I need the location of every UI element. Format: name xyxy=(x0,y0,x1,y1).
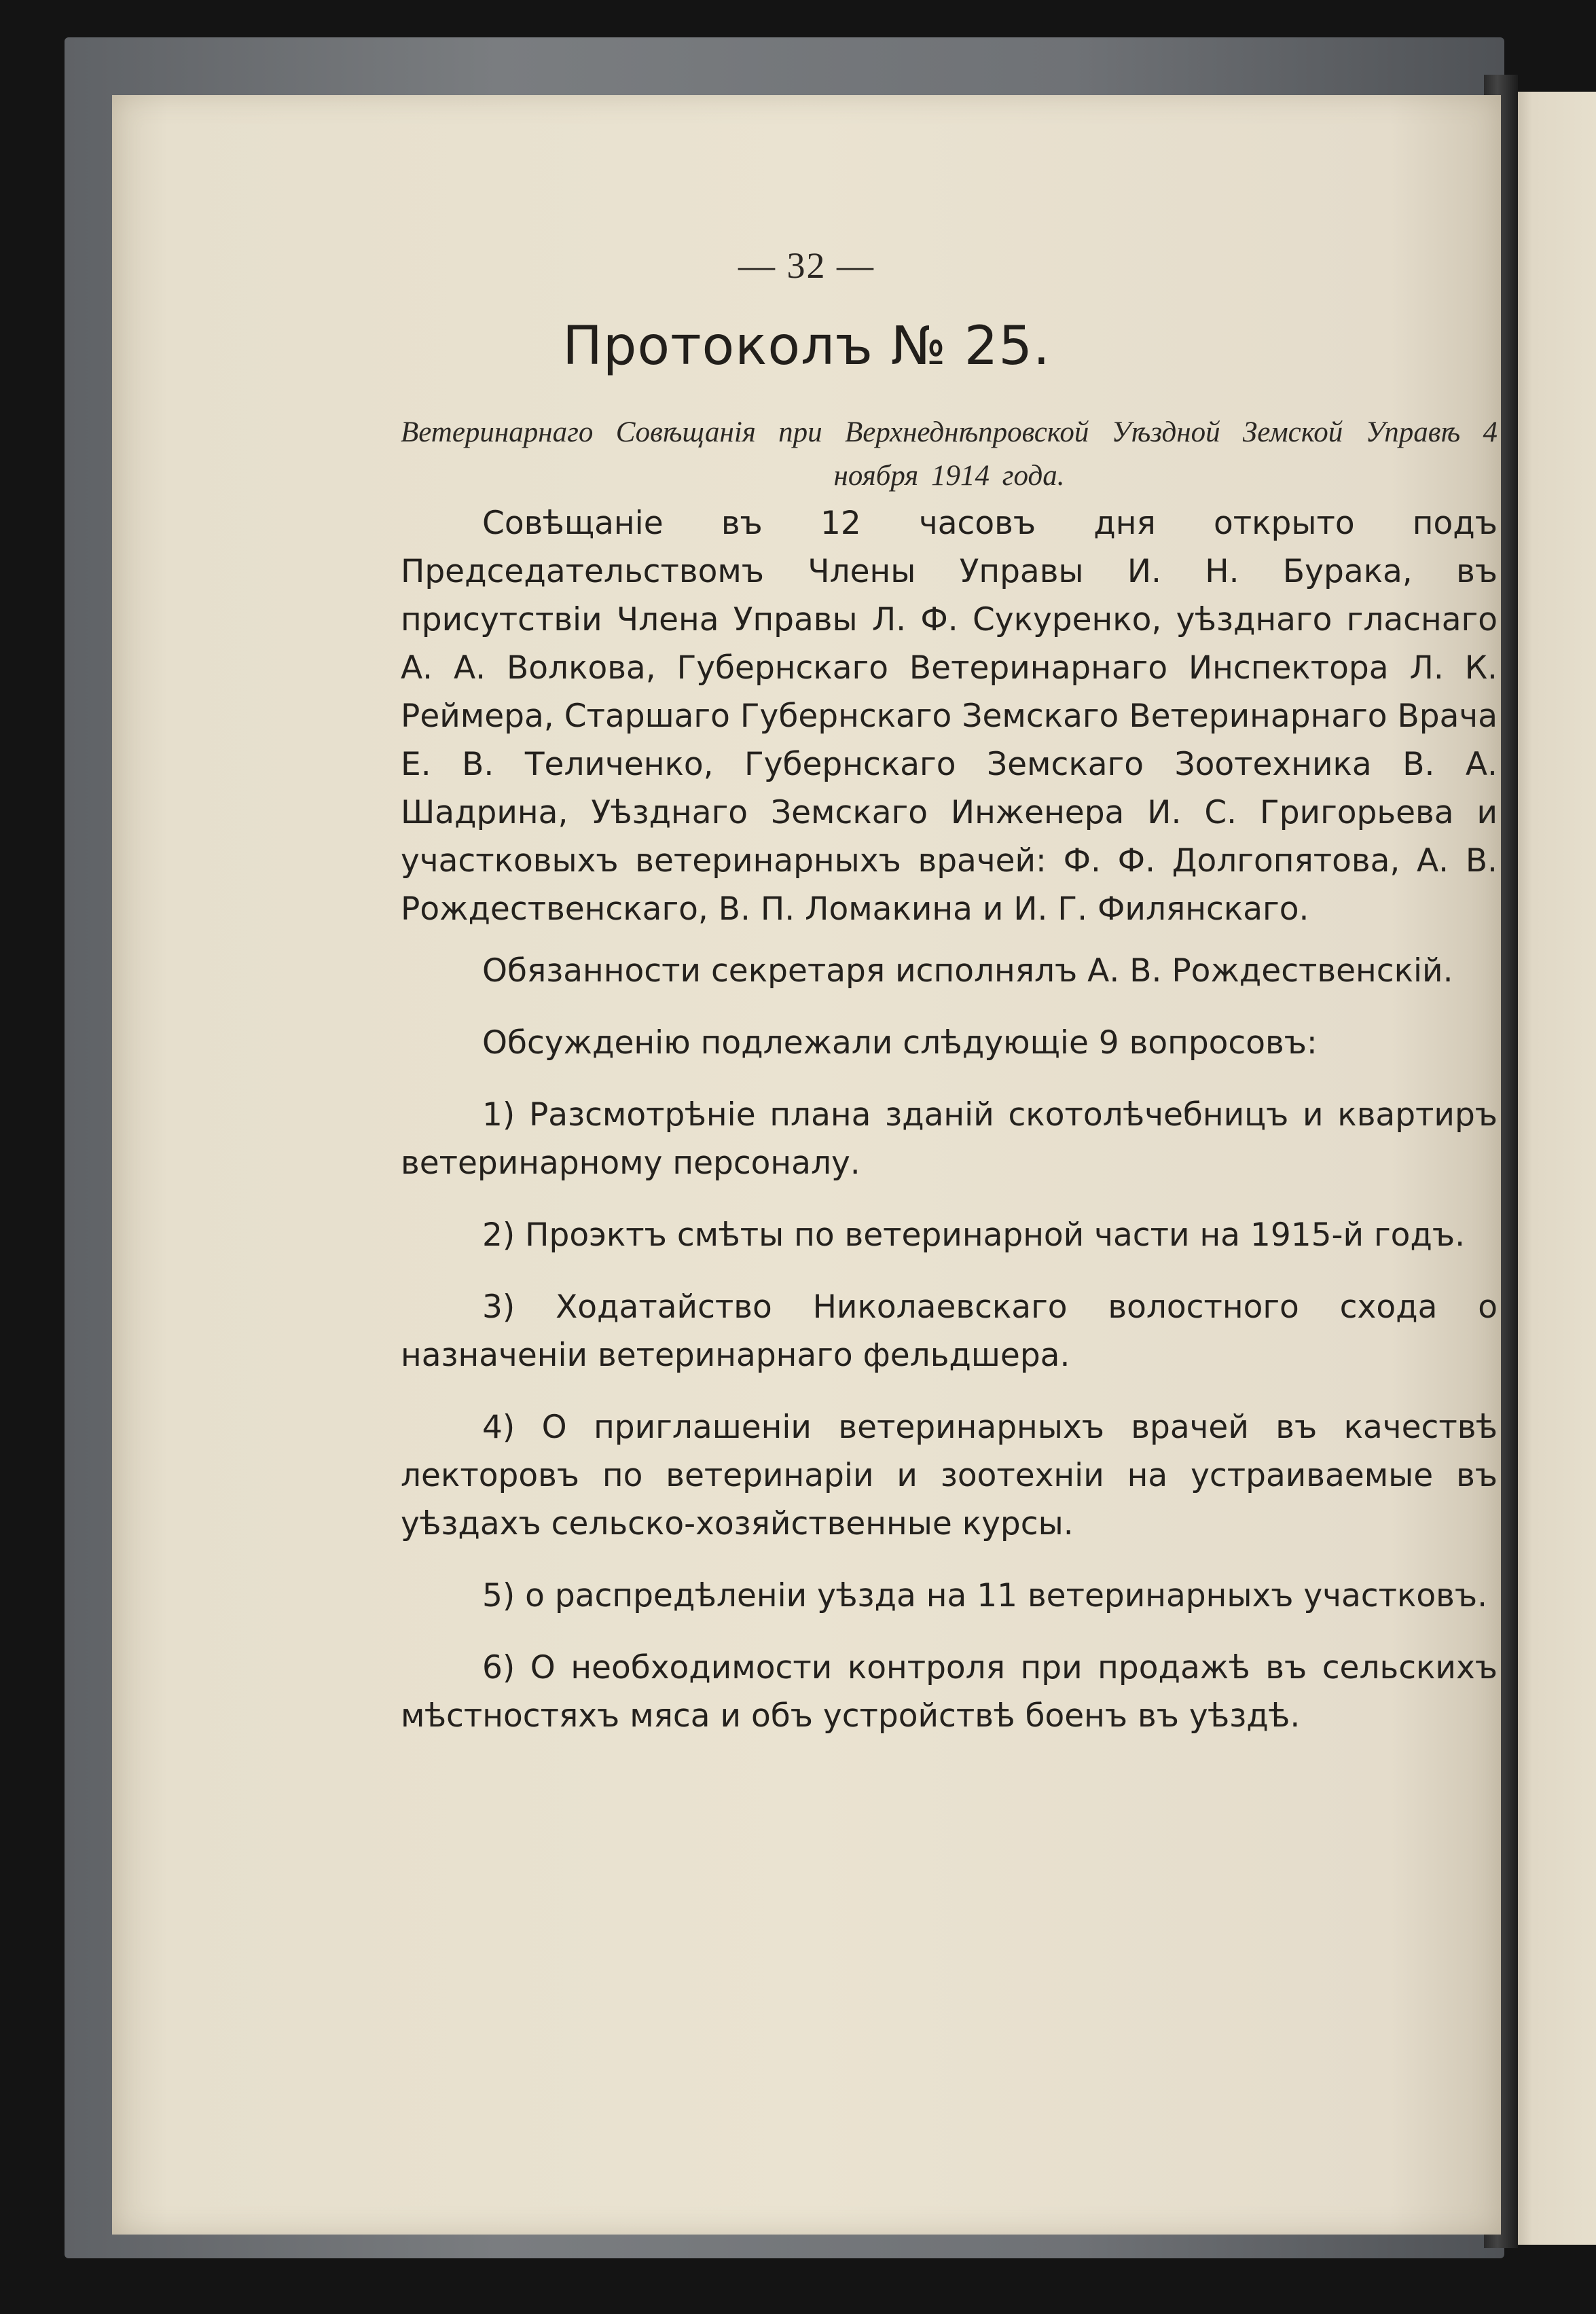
agenda-item-3: 3) Ходатайство Николаевскаго волостного схода о назначеніи ветеринарнаго фельдшера. xyxy=(401,1288,1498,1374)
paragraph-attendance: Совѣщаніе въ 12 часовъ дня открыто подъ Председательствомъ Члены Управы И. Н. Бурака, въ присутствіи Члена Управы Л. Ф. Сукуренко, уѣзднаго гласнаго А. А. Волкова, Губернскаго Ветеринарнаго Инспектора Л. К. Реймера, Старшаго Губернскаго Земскаго Ветеринарнаго Врача Е. В. Теличенко, Губернскаго Земскаго Зоотехника В. А. Шадрина, Уѣзднаго Земскаго Инженера И. С. Григорьева и участковыхъ ветеринарныхъ врачей: Ф. Ф. Долгопятова, А. В. Рождественскаго, В. П. Ломакина и И. Г. Филянскаго. xyxy=(401,505,1498,928)
agenda-item-4: 4) О приглашеніи ветеринарныхъ врачей въ качествѣ лекторовъ по ветеринаріи и зоотехніи на устраиваемые въ уѣздахъ сельско-хозяйственные курсы. xyxy=(401,1409,1498,1542)
agenda-item-1: 1) Разсмотрѣніе плана зданій скотолѣчебницъ и квартиръ ветеринарному персоналу. xyxy=(401,1096,1498,1182)
paragraph-agenda-intro: Обсужденію подлежали слѣдующіе 9 вопросовъ: xyxy=(482,1024,1318,1062)
agenda-item-2: 2) Проэктъ смѣты по ветеринарной части на 1915-й годъ. xyxy=(482,1216,1466,1254)
agenda-item-6: 6) О необходимости контроля при продажѣ въ сельскихъ мѣстностяхъ мяса и объ устройствѣ боенъ въ уѣздѣ. xyxy=(401,1649,1498,1735)
protocol-subtitle: Ветеринарнаго Совѣщанія при Верхнеднѣпровской Уѣздной Земской Управѣ 4 ноября 1914 года. xyxy=(401,416,1498,492)
page-number: — 32 — xyxy=(738,245,875,286)
paragraph-secretary: Обязанности секретаря исполнялъ А. В. Рождественскій. xyxy=(482,952,1453,990)
protocol-title: Протоколъ № 25. xyxy=(562,316,1051,377)
book-page xyxy=(112,95,1501,2235)
agenda-item-5: 5) о распредѣленіи уѣзда на 11 ветеринарныхъ участковъ. xyxy=(482,1577,1488,1614)
next-page-edge xyxy=(1511,92,1596,2245)
page-body xyxy=(401,499,1498,1764)
